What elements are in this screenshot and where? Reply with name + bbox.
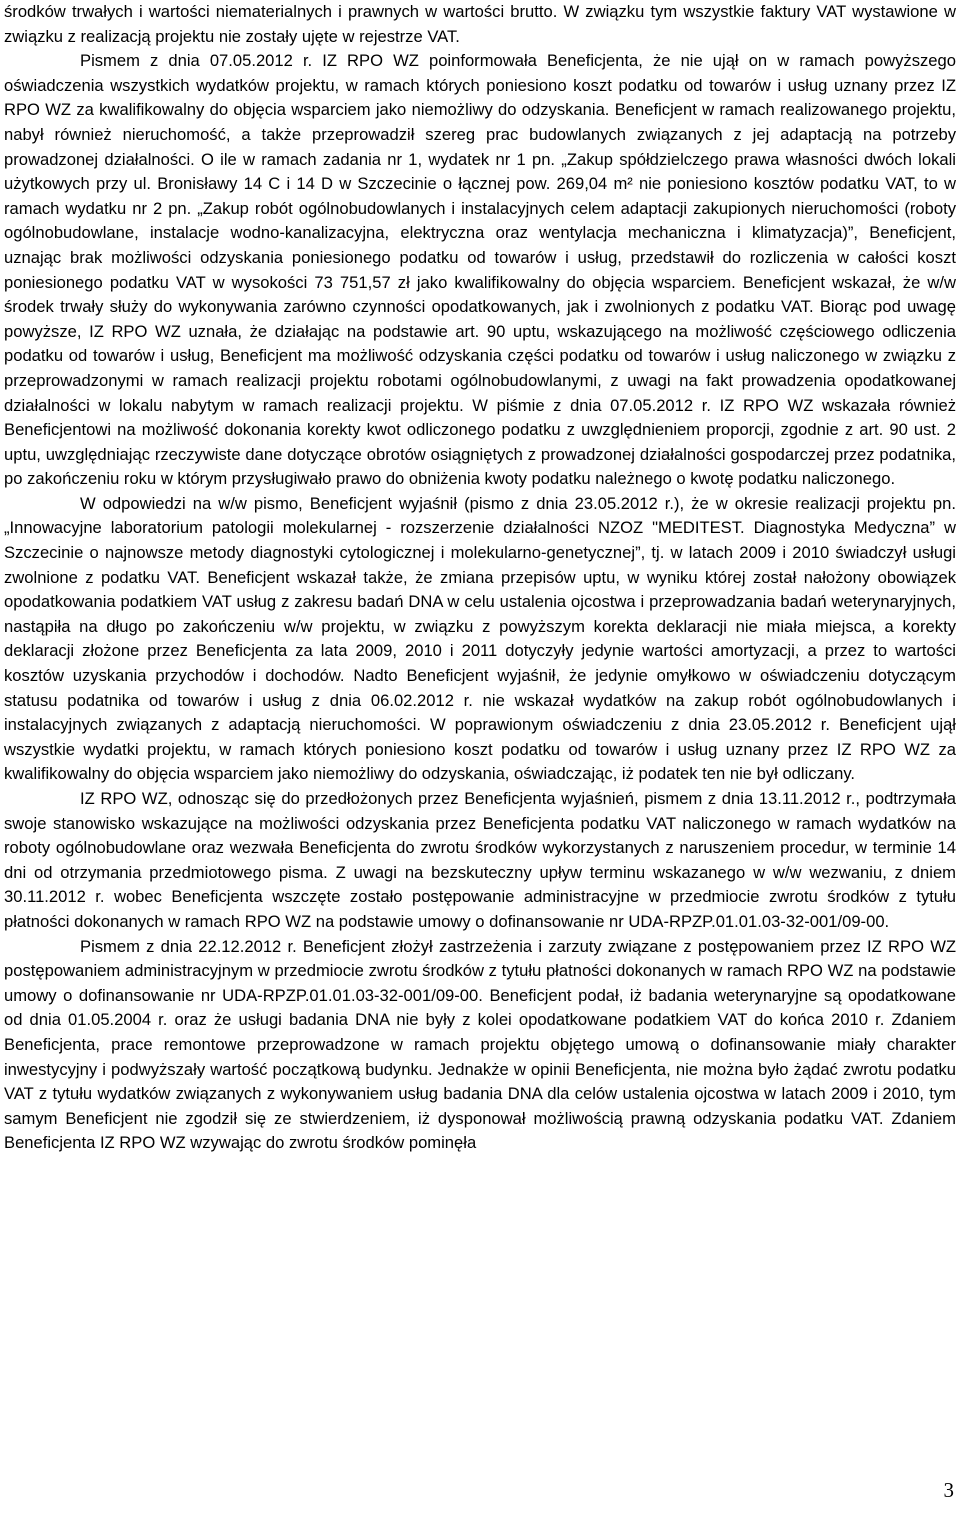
document-page [4, 0, 956, 1156]
paragraph-iz-rpo-wz-position: IZ RPO WZ, odnosząc się do przedłożonych przez Beneficjenta wyjaśnień, pismem z dnia 13.11.2012 r., podtrzymała swoje stanowisko wskazujące na możliwości odzyskania przez Beneficjenta podatku VAT naliczonego w ramach wydatków na roboty ogólnobudowlane oraz wezwała Beneficjenta do zwrotu środków wykorzystanych z naruszeniem procedur, w terminie 14 dni od otrzymania przedmiotowego pisma. Z uwagi na bezskuteczny upływ terminu wskazanego w w/w wezwaniu, z dniem 30.11.2012 r. wobec Beneficjenta wszczęte zostało postępowanie administracyjne w przedmiocie zwrotu środków z tytułu płatności dokonanych w ramach RPO WZ na podstawie umowy o dofinansowanie nr UDA-RPZP.01.01.03-32-001/09-00. [4, 789, 956, 931]
paragraph-objections-22-12-2012: Pismem z dnia 22.12.2012 r. Beneficjent złożył zastrzeżenia i zarzuty związane z postępowaniem przez IZ RPO WZ postępowaniem administracyjnym w przedmiocie zwrotu środków z tytułu płatności dokonanych w ramach RPO WZ na podstawie umowy o dofinansowanie nr UDA-RPZP.01.01.03-32-001/09-00. Beneficjent podał, iż badania weterynaryjne są opodatkowane od dnia 01.05.2004 r. oraz że usługi badania DNA nie były z kolei opodatkowane podatkiem VAT do końca 2010 r. Zdaniem Beneficjenta, prace remontowe przeprowadzone w ramach projektu objętego umową o dofinansowanie miały charakter inwestycyjny i podwyższały wartość początkową budynku. Jednakże w opinii Beneficjenta, nie można było żądać zwrotu podatku VAT z tytułu wydatków związanych z wykonywaniem usług badania DNA dla celów ustalenia ojcostwa w latach 2009 i 2010, tym samym Beneficjent nie zgodził się ze stwierdzeniem, iż dysponował możliwością prawną odzyskania podatku VAT. Zdaniem Beneficjenta IZ RPO WZ wzywając do zwrotu środków pominęła [4, 936, 956, 1153]
paragraph-letter-07-05-2012: Pismem z dnia 07.05.2012 r. IZ RPO WZ poinformowała Beneficjenta, że nie ujął on w ramach powyższego oświadczenia wszystkich wydatków projektu, w ramach których poniesiono koszt podatku od towarów i usług uznany przez IZ RPO WZ za kwalifikowalny do objęcia wsparciem jako niemożliwy do odzyskania. Beneficjent w ramach realizowanego projektu, nabył również nieruchomość, a także przeprowadził szereg prac budowlanych związanych z jej adaptacją na potrzeby prowadzonej działalności. O ile w ramach zadania nr 1, wydatek nr 1 pn. „Zakup spółdzielczego prawa własności dwóch lokali użytkowych przy ul. Bronisławy 14 C i 14 D w Szczecinie o łącznej pow. 269,04 m² nie poniesiono kosztów podatku VAT, to w ramach wydatku nr 2 pn. „Zakup robót ogólnobudowlanych i instalacyjnych celem adaptacji zakupionych nieruchomości (roboty ogólnobudowlane, instalacje wodno-kanalizacyjna, elektryczna oraz wentylacja mechaniczna i klimatyzacja)”, Beneficjent, uznając brak możliwości odzyskania poniesionego podatku od towarów i usług, przedstawił do rozliczenia w całości koszt poniesionego podatku VAT w wysokości 73 751,57 zł jako kwalifikowalny do objęcia wsparciem. Beneficjent wskazał, że w/w środek trwały służy do wykonywania zarówno czynności opodatkowanych, jak i zwolnionych z podatku VAT. Biorąc pod uwagę powyższe, IZ RPO WZ uznała, że działając na podstawie art. 90 uptu, wskazującego na możliwość częściowego odliczenia podatku od towarów i usług, Beneficjent ma możliwość odzyskania części podatku od towarów i usług naliczonego w związku z przeprowadzonymi w ramach realizacji projektu robotami ogólnobudowlanymi, z uwagi na fakt prowadzenia opodatkowanej działalności w lokalu nabytym w ramach realizacji projektu. W piśmie z dnia 07.05.2012 r. IZ RPO WZ wskazała również Beneficjentowi na możliwość dokonania korekty kwot odliczonego podatku z uwzględnieniem proporcji, zgodnie z art. 90 ust. 2 uptu, uwzględniając rzeczywiste dane dotyczące obrotów osiągniętych z prowadzonej działalności gospodarczej przez podatnika, po zakończeniu roku w którym przysługiwało prawo do obniżenia kwoty podatku należnego o kwotę podatku naliczonego. [4, 51, 956, 489]
paragraph-beneficiary-reply: W odpowiedzi na w/w pismo, Beneficjent wyjaśnił (pismo z dnia 23.05.2012 r.), że w okresie realizacji projektu pn. „Innowacyjne laboratorium patologii molekularnej - rozszerzenie działalności NZOZ "MEDITEST. Diagnostyka Medyczna” w Szczecinie o najnowsze metody diagnostyki cytologicznej i molekularno-genetycznej”, tj. w latach 2009 i 2010 świadczył usługi zwolnione z podatku VAT. Beneficjent wskazał także, że zmiana przepisów uptu, w wyniku której został nałożony obowiązek opodatkowania podatkiem VAT usług z zakresu badań DNA w celu ustalenia ojcostwa i przeprowadzania badań weterynaryjnych, nastąpiła na długo po zakończeniu w/w projektu, w związku z powyższym korekta deklaracji nie miała miejsca, a korekty deklaracji złożone przez Beneficjenta za lata 2009, 2010 i 2011 dotyczyły jedynie wartości amortyzacji, a przez to wartości kosztów uzyskania przychodów i dochodów. Nadto Beneficjent wyjaśnił, że jedynie omyłkowo w oświadczeniu dotyczącym statusu podatnika od towarów i usług z dnia 06.02.2012 r. nie wskazał wydatków na zakup robót ogólnobudowlanych i instalacyjnych związanych z adaptacją nieruchomości. W poprawionym oświadczeniu z dnia 23.05.2012 r. Beneficjent ujął wszystkie wydatki projektu, w ramach których poniesiono koszt podatku od towarów i usług uznany przez IZ RPO WZ za kwalifikowalny do objęcia wsparciem jako niemożliwy do odzyskania, oświadczając, iż podatek ten nie był odliczany. [4, 493, 956, 784]
paragraph-continuation: środków trwałych i wartości niematerialnych i prawnych w wartości brutto. W związku tym wszystkie faktury VAT wystawione w związku z realizacją projektu nie zostały ujęte w rejestrze VAT. [4, 2, 956, 46]
page-number: 3 [943, 1478, 954, 1502]
